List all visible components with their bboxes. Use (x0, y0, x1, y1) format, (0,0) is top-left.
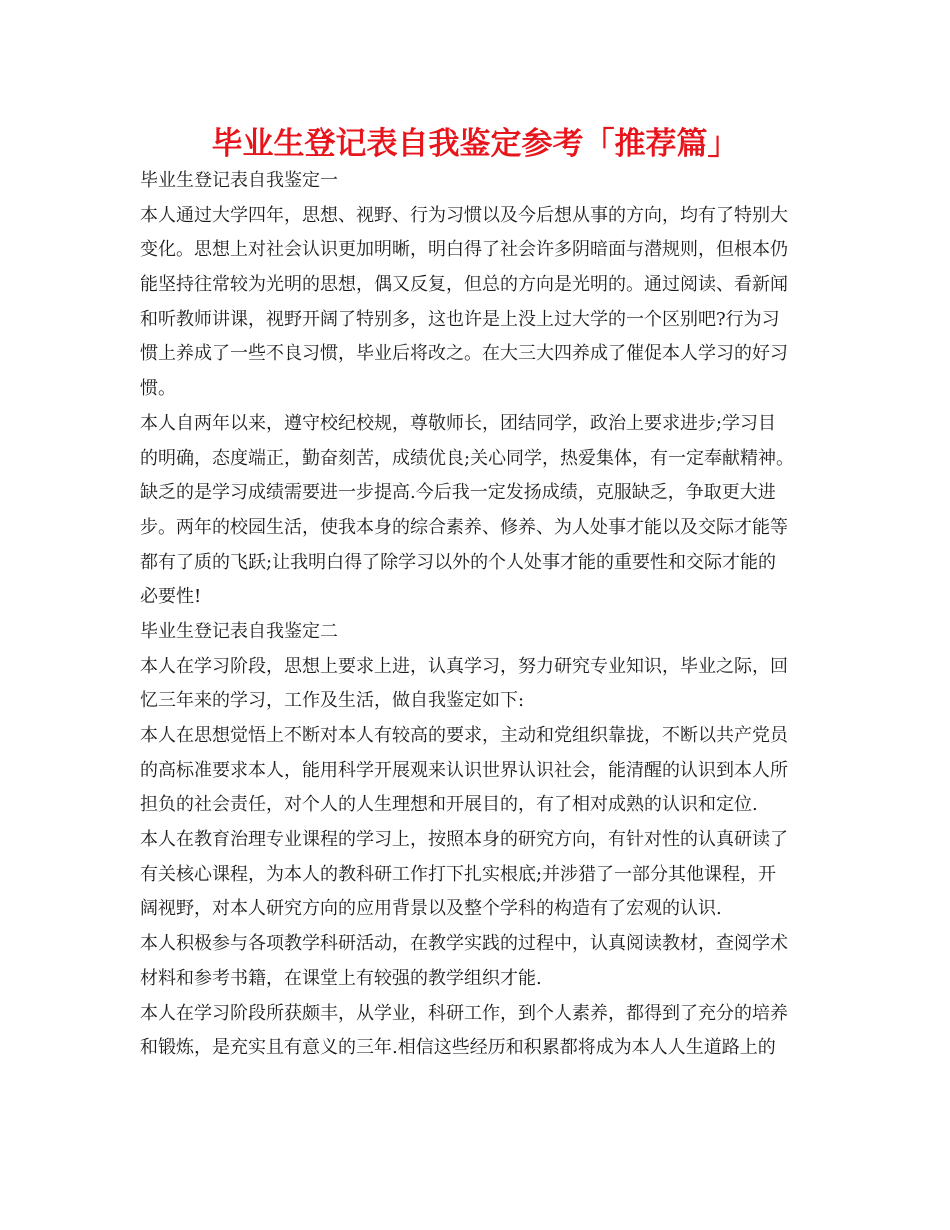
paragraph-line: 必要性! (140, 586, 202, 608)
section-heading: 毕业生登记表自我鉴定二 (140, 620, 338, 642)
paragraph-line: 变化。思想上对社会认识更加明晰，明白得了社会许多阴暗面与潜规则，但根本仍 (140, 239, 788, 261)
paragraph-line: 惯。 (140, 378, 176, 400)
paragraph-line: 和锻炼，是充实且有意义的三年.相信这些经历和积累都将成为本人人生道路上的 (140, 1037, 776, 1059)
paragraph-line: 能坚持往常较为光明的思想，偶又反复，但总的方向是光明的。通过阅读、看新闻 (140, 274, 788, 296)
paragraph-line: 有关核心课程，为本人的教科研工作打下扎实根底;并涉猎了一部分其他课程，开 (140, 863, 777, 885)
paragraph-line: 本人自两年以来，遵守校纪校规，尊敬师长，团结同学，政治上要求进步;学习目 (140, 412, 777, 434)
paragraph-line: 本人积极参与各项教学科研活动，在教学实践的过程中，认真阅读教材，查阅学术 (140, 933, 788, 955)
paragraph-line: 本人在学习阶段所获颇丰，从学业，科研工作，到个人素养，都得到了充分的培养 (140, 1002, 788, 1024)
document-body (140, 164, 840, 1066)
paragraph-line: 缺乏的是学习成绩需要进一步提高.今后我一定发扬成绩，克服缺乏，争取更大进 (140, 482, 776, 504)
paragraph-line: 本人在思想觉悟上不断对本人有较高的要求，主动和党组织靠拢，不断以共产党员 (140, 725, 788, 746)
paragraph-line: 担负的社会责任，对个人的人生理想和开展目的，有了相对成熟的认识和定位. (140, 794, 758, 816)
paragraph-line: 本人在教育治理专业课程的学习上，按照本身的研究方向，有针对性的认真研读了 (140, 829, 788, 851)
paragraph-line: 材料和参考书籍，在课堂上有较强的教学组织才能. (140, 967, 542, 989)
paragraph-line: 和听教师讲课，视野开阔了特别多，这也许是上没上过大学的一个区别吧?行为习 (140, 308, 780, 330)
paragraph-line: 阔视野，对本人研究方向的应用背景以及整个学科的构造有了宏观的认识. (140, 898, 722, 920)
section-heading: 毕业生登记表自我鉴定一 (140, 170, 338, 191)
paragraph-line: 忆三年来的学习，工作及生活，做自我鉴定如下: (140, 690, 525, 712)
paragraph-line: 的高标准要求本人，能用科学开展观来认识世界认识社会，能清醒的认识到本人所 (140, 759, 788, 781)
paragraph-line: 都有了质的飞跃;让我明白得了除学习以外的个人处事才能的重要性和交际才能的 (140, 551, 777, 573)
document-title: 毕业生登记表自我鉴定参考「推荐篇」 (211, 126, 739, 162)
paragraph-line: 本人通过大学四年，思想、视野、行为习惯以及今后想从事的方向，均有了特别大 (140, 204, 788, 226)
paragraph-line: 的明确，态度端正，勤奋刻苦，成绩优良;关心同学，热爱集体，有一定奉献精神。 (140, 447, 795, 469)
paragraph-line: 步。两年的校园生活，使我本身的综合素养、修养、为人处事才能以及交际才能等 (140, 516, 788, 538)
paragraph-line: 惯上养成了一些不良习惯，毕业后将改之。在大三大四养成了催促本人学习的好习 (140, 343, 788, 365)
paragraph-line: 本人在学习阶段，思想上要求上进，认真学习，努力研究专业知识，毕业之际，回 (140, 655, 788, 677)
